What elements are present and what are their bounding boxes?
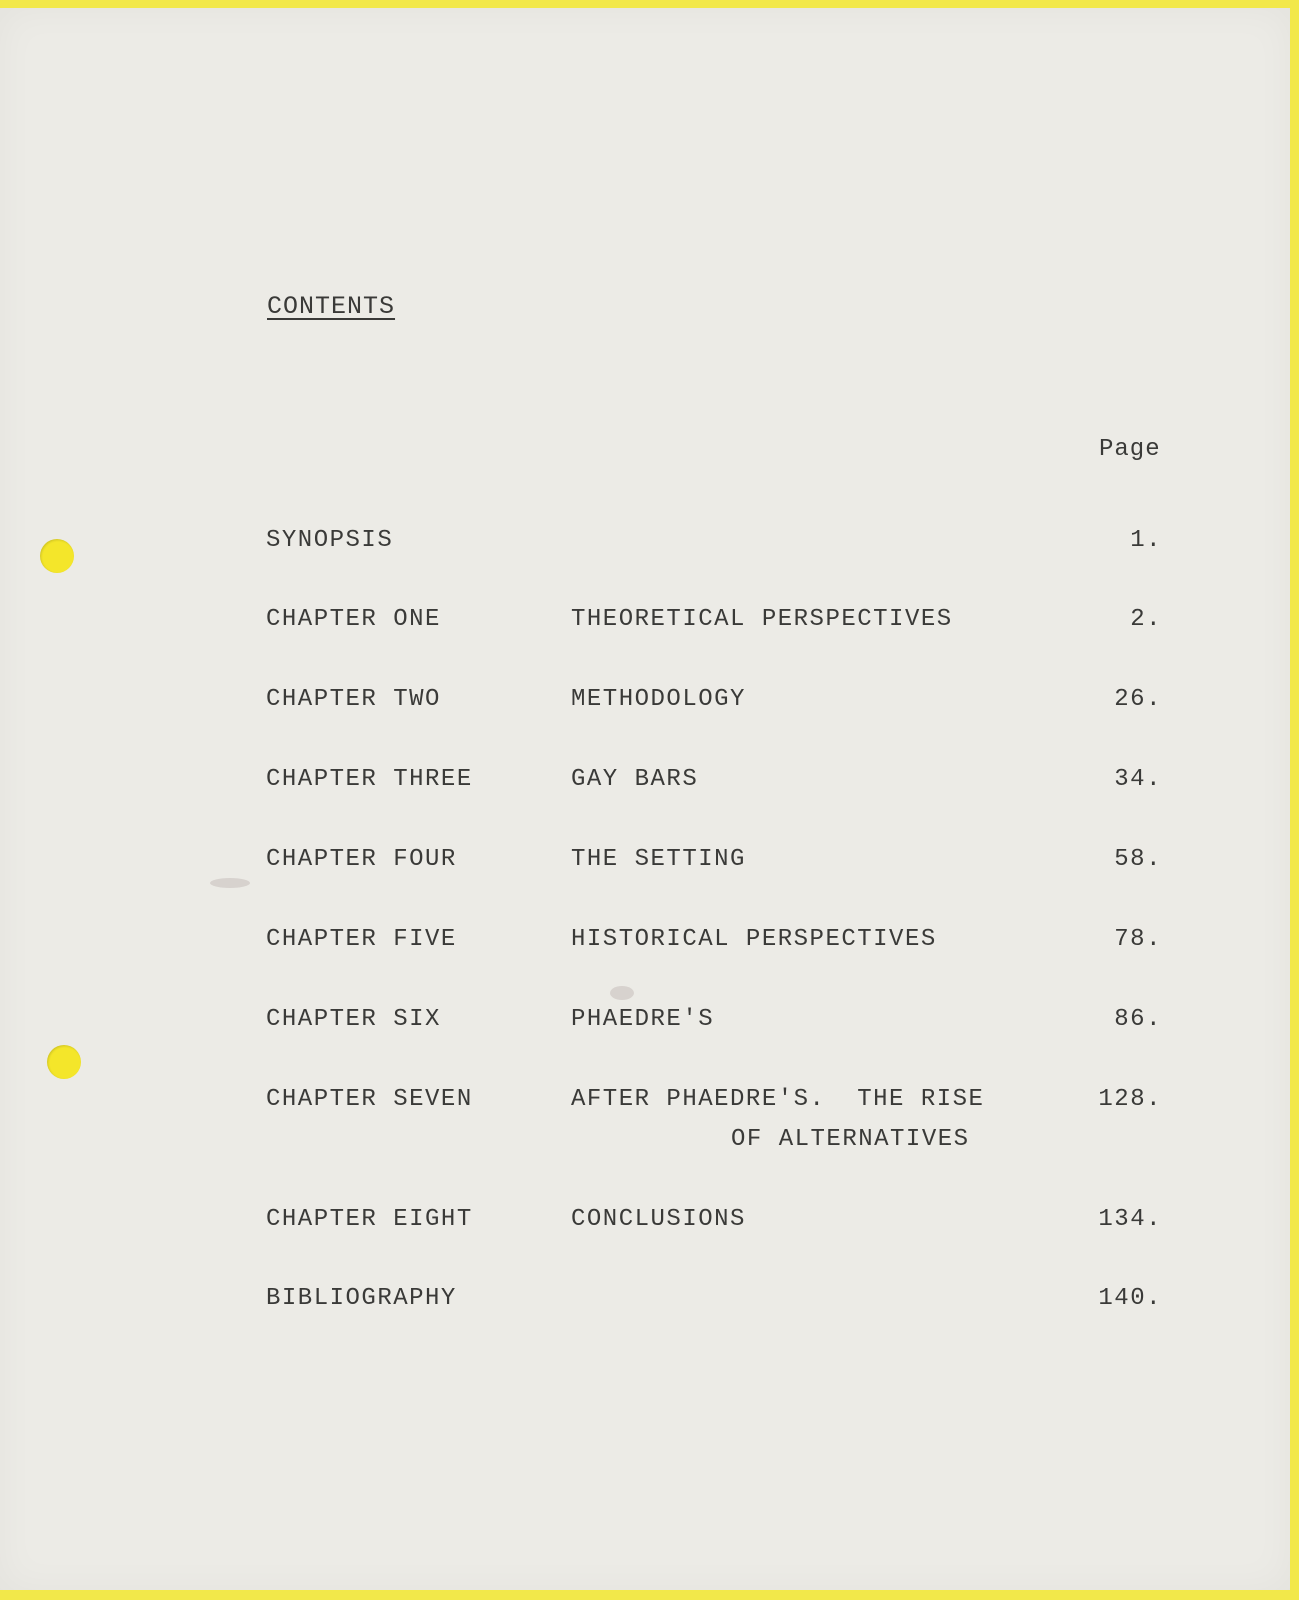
toc-chapter-label: CHAPTER SEVEN xyxy=(266,1086,473,1113)
page-title: CONTENTS xyxy=(267,292,396,321)
toc-row xyxy=(0,766,1290,806)
toc-chapter-label: CHAPTER FIVE xyxy=(266,926,457,953)
page-column-label: Page xyxy=(1099,436,1161,463)
toc-page-number: 58. xyxy=(1114,846,1162,873)
toc-chapter-label: CHAPTER TWO xyxy=(266,686,441,713)
toc-chapter-title: HISTORICAL PERSPECTIVES xyxy=(571,926,937,953)
toc-chapter-label: BIBLIOGRAPHY xyxy=(266,1285,457,1312)
paper-smudge xyxy=(610,986,634,1000)
toc-chapter-title: THE SETTING xyxy=(571,846,746,873)
toc-row xyxy=(0,846,1290,886)
toc-chapter-title: METHODOLOGY xyxy=(571,686,746,713)
toc-chapter-label: SYNOPSIS xyxy=(266,527,394,554)
toc-page-number: 140. xyxy=(1098,1285,1162,1312)
toc-row xyxy=(0,1006,1290,1046)
toc-chapter-label: CHAPTER FOUR xyxy=(266,846,457,873)
toc-page-number: 134. xyxy=(1098,1206,1162,1233)
toc-chapter-title: AFTER PHAEDRE'S. THE RISE xyxy=(571,1086,985,1113)
toc-chapter-label: CHAPTER THREE xyxy=(266,766,473,793)
punch-hole xyxy=(47,1045,81,1079)
toc-row xyxy=(0,686,1290,726)
toc-chapter-title: PHAEDRE'S xyxy=(571,1006,715,1033)
toc-row xyxy=(0,1285,1290,1325)
toc-chapter-label: CHAPTER EIGHT xyxy=(266,1206,473,1233)
toc-page-number: 86. xyxy=(1114,1006,1162,1033)
toc-page-number: 78. xyxy=(1114,926,1162,953)
toc-chapter-title: GAY BARS xyxy=(571,766,699,793)
toc-row xyxy=(0,527,1290,567)
toc-page-number: 2. xyxy=(1130,606,1162,633)
toc-page-number: 1. xyxy=(1130,527,1162,554)
document-page xyxy=(0,8,1290,1590)
toc-page-number: 128. xyxy=(1098,1086,1162,1113)
toc-chapter-label: CHAPTER SIX xyxy=(266,1006,441,1033)
toc-row xyxy=(0,1086,1290,1166)
toc-row xyxy=(0,606,1290,646)
toc-page-number: 34. xyxy=(1114,766,1162,793)
toc-chapter-title-continued: OF ALTERNATIVES xyxy=(731,1126,970,1153)
toc-row xyxy=(0,1206,1290,1246)
toc-page-number: 26. xyxy=(1114,686,1162,713)
toc-chapter-title: THEORETICAL PERSPECTIVES xyxy=(571,606,953,633)
toc-row xyxy=(0,926,1290,966)
toc-chapter-label: CHAPTER ONE xyxy=(266,606,441,633)
toc-chapter-title: CONCLUSIONS xyxy=(571,1206,746,1233)
